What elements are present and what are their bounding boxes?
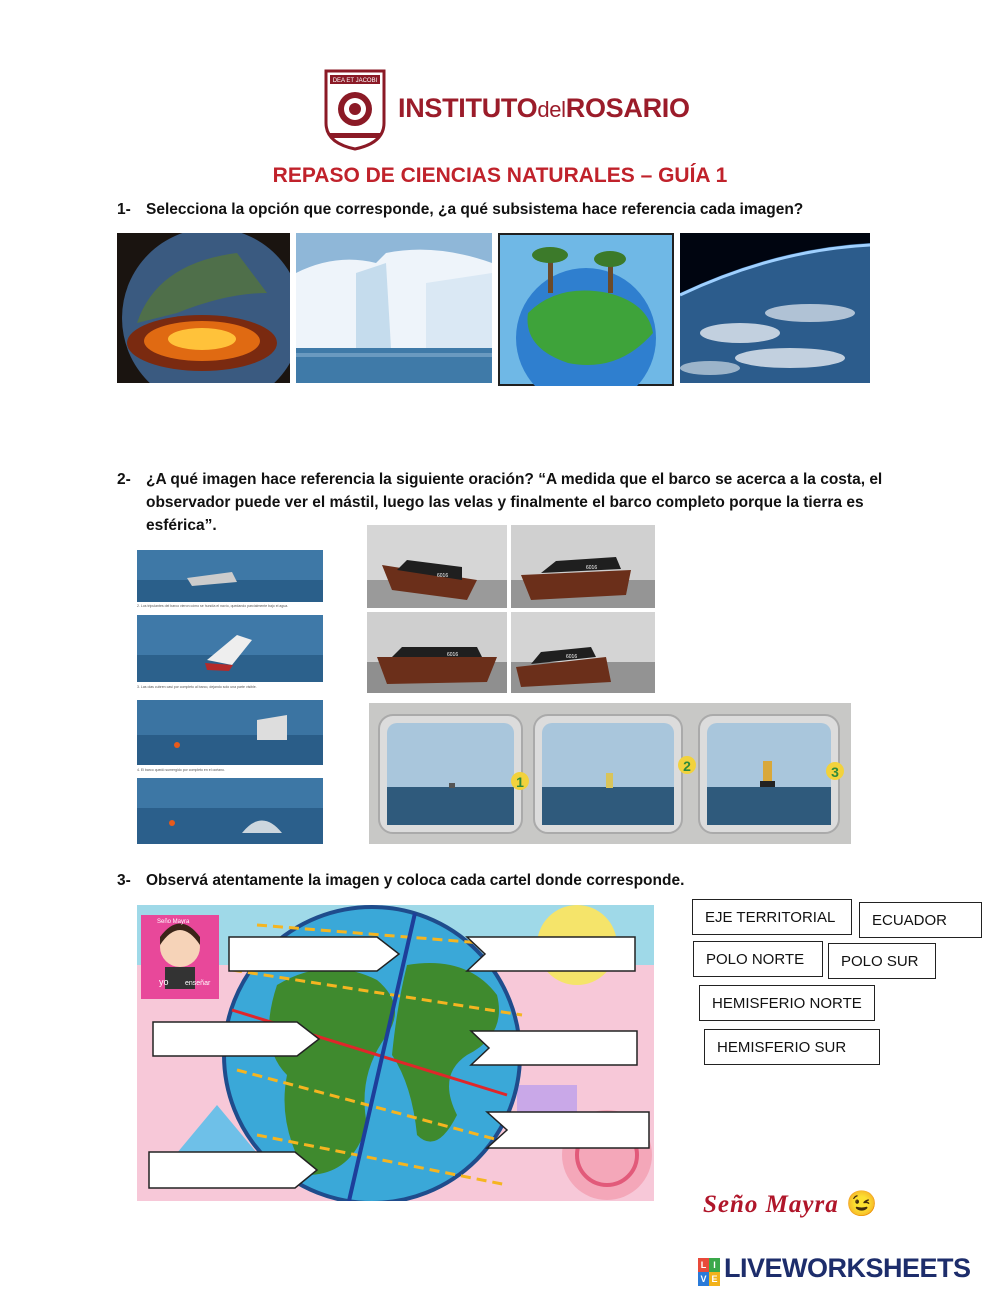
institution-name: INSTITUTOdelROSARIO — [398, 93, 690, 123]
label-hemisferio-norte[interactable]: HEMISFERIO NORTE — [699, 985, 875, 1021]
school-crest-logo — [322, 67, 388, 151]
sticker-ensenar: enseñar — [185, 980, 211, 987]
sinking-caption-3: 3. Las olas cubren casi por completo al barco, dejando solo una parte visible. — [137, 685, 257, 689]
question-3: 3- Observá atentamente la imagen y coloca cada cartel donde corresponde. — [117, 872, 685, 889]
porthole-number-3: 3 — [831, 764, 839, 780]
sinking-frame-2 — [137, 615, 323, 682]
wink-emoji: 😉 — [845, 1191, 879, 1218]
ship-hull-number-2: 6016 — [586, 565, 598, 571]
grounded-ship-grid[interactable] — [367, 525, 655, 693]
sinking-frame-1 — [137, 550, 323, 602]
question-1: 1- Selecciona la opción que corresponde, ¿a qué subsistema hace referencia cada imagen? — [117, 201, 804, 218]
sinking-frame-3 — [137, 700, 323, 765]
horizon-portholes[interactable] — [369, 703, 851, 844]
grounded-ship-frame-2 — [511, 525, 655, 608]
ship-hull-number-1: 6016 — [437, 573, 449, 579]
sinking-caption-2: 2. Los tripulantes del barco vieron cómo se hundía el navío, quedando parcialmente bajo el agua. — [137, 604, 289, 608]
porthole-2 — [534, 715, 696, 833]
sinking-ship-sequence[interactable] — [137, 550, 323, 844]
geosphere-image — [117, 233, 290, 383]
porthole-number-2: 2 — [683, 758, 691, 774]
label-hemisferio-sur[interactable]: HEMISFERIO SUR — [704, 1029, 880, 1065]
sinking-caption-4: 4. El barco quedó sumergido por completo en el océano. — [137, 768, 225, 772]
label-polo-sur[interactable]: POLO SUR — [828, 943, 936, 979]
page-title: REPASO DE CIENCIAS NATURALES – GUÍA 1 — [272, 164, 728, 187]
ship-hull-number-4: 6016 — [566, 654, 578, 660]
hydrosphere-image — [296, 233, 492, 383]
label-polo-norte[interactable]: POLO NORTE — [693, 941, 823, 977]
question-2: 2- ¿A qué imagen hace referencia la siguiente oración? “A medida que el barco se acerca a la costa, el observador puede ver el mástil, luego las velas y finalmente el barco completo porque la tierra es esférica”. — [117, 471, 883, 534]
label-ecuador[interactable]: ECUADOR — [859, 902, 982, 938]
crest-motto: DEA ET JACOBI — [332, 78, 378, 84]
grounded-ship-frame-1 — [367, 525, 507, 608]
grounded-ship-frame-3 — [367, 612, 507, 693]
teacher-signature: Seño Mayra 😉 — [703, 1191, 879, 1218]
ship-hull-number-3: 6016 — [447, 652, 459, 658]
porthole-number-1: 1 — [516, 774, 524, 790]
sticker-yo: yo — [159, 977, 169, 987]
atmosphere-image — [680, 233, 870, 383]
label-eje-territorial[interactable]: EJE TERRITORIAL — [692, 899, 852, 935]
sinking-frame-4 — [137, 778, 323, 844]
biosphere-image — [498, 233, 674, 386]
porthole-1 — [379, 715, 529, 833]
liveworksheets-badge: L I V E — [698, 1258, 720, 1286]
liveworksheets-brand[interactable]: LIVEWORKSHEETS — [724, 1253, 971, 1283]
porthole-3 — [699, 715, 844, 833]
earth-diagram — [137, 905, 654, 1201]
grounded-ship-frame-4 — [511, 612, 655, 693]
sticker-seno-mayra: Seño Mayra — [157, 919, 190, 925]
